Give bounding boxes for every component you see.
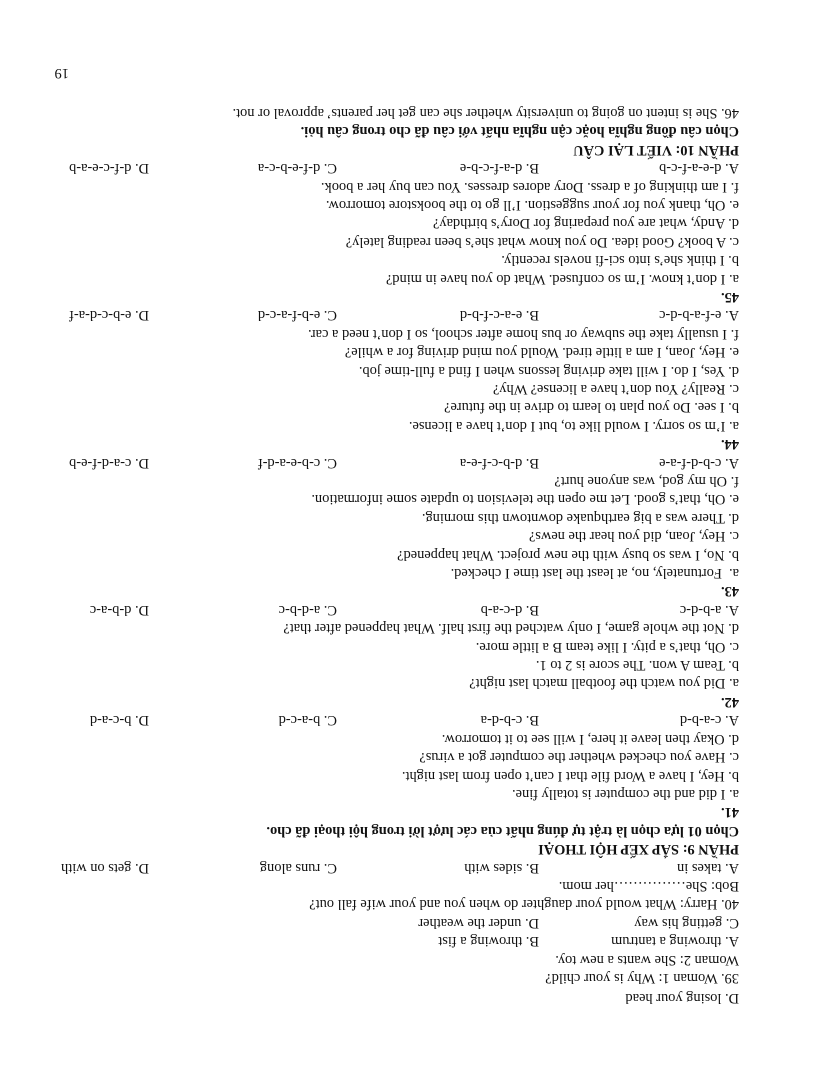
dialogue-line: d. Not the whole game, I only watched the first half. What happened after that? — [283, 620, 739, 636]
dialogue-line: f. I usually take the subway or bus home after school, so I don’t need a car. — [308, 326, 739, 342]
question-43-option-b: B. d-b-c-f-e-a — [459, 455, 539, 471]
dialogue-line: d. Yes, I do. I will take driving lessons when I find a full-time job. — [358, 363, 739, 379]
question-41-option-d: D. b-c-a-d — [89, 712, 149, 728]
question-41-option-c: C. b-a-c-d — [278, 712, 337, 728]
dialogue-line: a. Did you watch the football match last night? — [469, 675, 739, 691]
question-39-line-1: 39. Woman 1: Why is your child? — [545, 970, 739, 986]
dialogue-line: b. I think she’s into sci-fi novels recently. — [501, 252, 739, 268]
dialogue-line: f. I am thinking of a dress. Dory adores dresses. You can buy her a book. — [320, 179, 739, 195]
question-39-option-b: B. throwing a fist — [438, 933, 539, 949]
dialogue-line: b. Hey, I have a Word file that I can’t open from last night. — [401, 768, 739, 784]
part-9-title: PHẦN 9: SẮP XẾP HỘI THOẠI — [538, 841, 739, 857]
question-45-option-c: C. d-f-e-b-c-a — [257, 160, 337, 176]
question-44-option-b: B. e-a-c-f-b-d — [459, 307, 539, 323]
question-42-option-d: D. d-b-a-c — [89, 602, 149, 618]
question-44-option-a: A. e-f-a-b-d-c — [659, 307, 739, 323]
question-45-option-a: A. d-e-a-f-c-b — [659, 160, 739, 176]
question-44-option-d: D. e-b-c-d-a-f — [69, 307, 149, 323]
dialogue-line: e. Hey, Joan, I am a little tired. Would you mind driving for a while? — [344, 344, 739, 360]
dialogue-line: c. Have you checked whether the computer got a virus? — [419, 749, 739, 765]
question-44-number: 44. — [721, 436, 739, 452]
dialogue-line: a. Fortunately, no, at least the last time I checked. — [450, 565, 739, 581]
question-42-option-b: B. d-c-a-b — [480, 602, 539, 618]
question-42-number: 42. — [721, 694, 739, 710]
question-40-line-2: Bob: She……………her mom. — [558, 878, 739, 894]
question-39-option-a: A. throwing a tantrum — [611, 933, 739, 949]
dialogue-line: e. Oh, that’s good. Let me open the television to update some information. — [311, 491, 739, 507]
question-40-option-b: B. sides with — [464, 860, 539, 876]
dialogue-line: c. Oh, that’s a pity. I like team B a little more. — [475, 639, 739, 655]
question-41-number: 41. — [721, 804, 739, 820]
part-10-instruction: Chọn câu đồng nghĩa hoặc cận nghĩa nhất với câu đã cho trong câu hỏi. — [300, 123, 739, 139]
question-39-line-2: Woman 2: She wants a new toy. — [555, 952, 739, 968]
question-43-option-d: D. c-a-d-f-e-b — [69, 455, 149, 471]
question-43-number: 43. — [721, 583, 739, 599]
question-39-option-d: D. under the weather — [418, 915, 539, 931]
dialogue-line: b. No, I was so busy with the new project. What happened? — [397, 547, 739, 563]
dialogue-line: c. Really? You don’t have a license? Why? — [492, 381, 739, 397]
question-42-option-a: A. a-b-d-c — [679, 602, 739, 618]
question-40-option-a: A. takes in — [677, 860, 739, 876]
dialogue-line: a. I don’t know. I’m so confused. What do you have in mind? — [385, 271, 739, 287]
part-9-instruction: Chọn 01 lựa chọn là trật tự đúng nhất của các lượt lời trong hội thoại đã cho. — [266, 823, 739, 839]
dialogue-line: f. Oh my god, was anyone hurt? — [554, 473, 739, 489]
question-38-option-d: D. losing your head — [625, 990, 739, 1006]
dialogue-line: c. Hey, Joan, did you hear the news? — [528, 528, 739, 544]
question-40-option-c: C. runs along — [259, 860, 337, 876]
dialogue-line: e. Oh, thank you for your suggestion. I’ll go to the bookstore tomorrow. — [325, 197, 739, 213]
dialogue-line: a. I’m so sorry. I would like to, but I don’t have a license. — [408, 418, 739, 434]
question-41-option-a: A. c-a-b-d — [679, 712, 739, 728]
page-number: 19 — [54, 65, 69, 81]
dialogue-line: c. A book? Good idea. Do you know what she’s been reading lately? — [345, 234, 739, 250]
dialogue-line: d. Okay then leave it here, I will see to it tomorrow. — [441, 731, 739, 747]
question-45-option-b: B. d-a-f-c-b-e — [459, 160, 539, 176]
question-39-option-c: C. getting his way — [634, 915, 739, 931]
question-46: 46. She is intent on going to university whether she can get her parents’ approval or not. — [232, 105, 739, 121]
dialogue-line: b. Team A won. The score is 2 to 1. — [535, 657, 739, 673]
question-43-option-a: A. c-b-d-f-a-e — [659, 455, 739, 471]
question-42-option-c: C. a-d-b-c — [278, 602, 337, 618]
question-44-option-c: C. e-b-f-a-c-d — [257, 307, 337, 323]
question-45-option-d: D. d-f-c-e-a-b — [69, 160, 149, 176]
question-41-option-b: B. c-b-d-a — [480, 712, 539, 728]
question-40-line-1: 40. Harry: What would your daughter do when you and your wife fall out? — [309, 896, 739, 912]
dialogue-line: a. I did and the computer is totally fine. — [512, 786, 739, 802]
part-10-title: PHẦN 10: VIẾT LẠI CÂU — [573, 142, 739, 158]
dialogue-line: b. I see. Do you plan to learn to drive in the future? — [444, 399, 739, 415]
dialogue-line: d. There was a big earthquake downtown this morning. — [421, 510, 739, 526]
question-43-option-c: C. c-b-e-a-d-f — [257, 455, 337, 471]
question-40-option-d: D. gets on with — [61, 860, 149, 876]
question-45-number: 45. — [721, 289, 739, 305]
dialogue-line: d. Andy, what are you preparing for Dory’s birthday? — [433, 215, 739, 231]
